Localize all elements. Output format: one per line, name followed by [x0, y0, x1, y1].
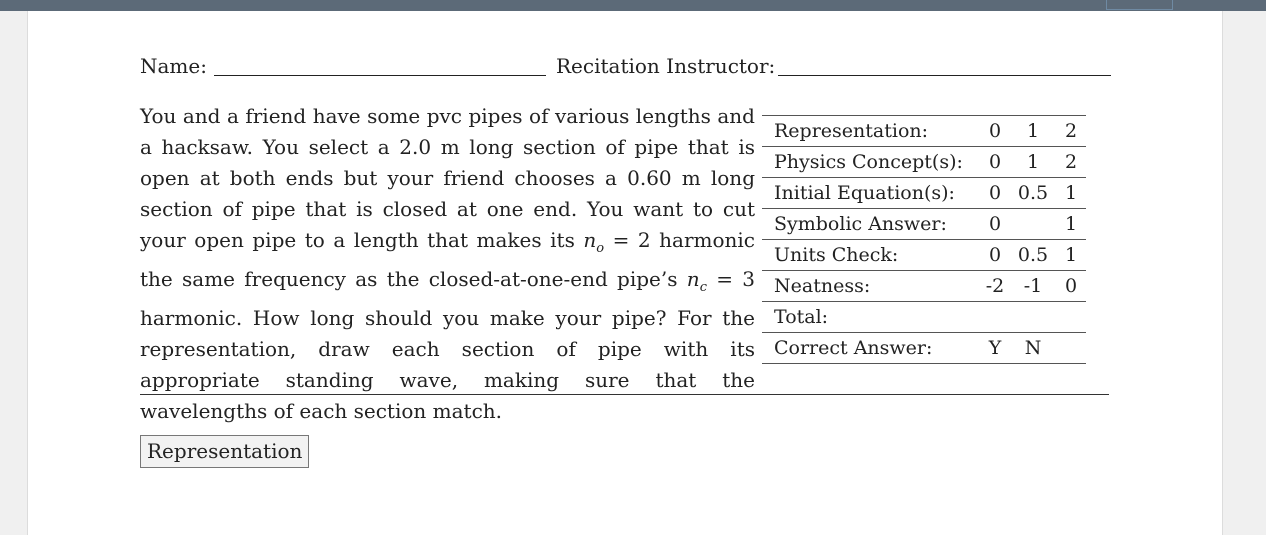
- math-n-c: $n_c$: [686, 267, 707, 295]
- rubric-label: Units Check:: [762, 240, 980, 271]
- rubric-label: Neatness:: [762, 271, 980, 302]
- instructor-label: Recitation Instructor:: [556, 54, 776, 78]
- rubric-score: [1056, 302, 1086, 333]
- rubric-score: 1: [1056, 209, 1086, 240]
- rubric-score: 0: [980, 209, 1010, 240]
- instructor-blank[interactable]: [778, 75, 1111, 76]
- rubric-score: [1010, 209, 1056, 240]
- rubric-label: Representation:: [762, 116, 980, 147]
- rubric-score: 1: [1010, 116, 1056, 147]
- rubric-row: [762, 302, 1086, 333]
- rubric-score: 2: [1056, 116, 1086, 147]
- rubric-label: Symbolic Answer:: [762, 209, 980, 240]
- rubric-row: [762, 240, 1086, 271]
- rubric-score: 1: [1056, 240, 1086, 271]
- rubric-score: 0: [1056, 271, 1086, 302]
- rubric-score: -1: [1010, 271, 1056, 302]
- rubric-score: -2: [980, 271, 1010, 302]
- name-blank[interactable]: [214, 75, 546, 76]
- problem-text-2: = 2 harmonic the same frequency as the closed-at-one-end pipe’s: [140, 228, 756, 291]
- rubric-score: 0.5: [1010, 240, 1056, 271]
- rubric-label: Correct Answer:: [762, 333, 980, 364]
- problem-text-3: = 3 harmonic. How long should you make your pipe? For the representation, draw each section of pipe with its appropriate standing wave, making sure that the wavelengths of each section match.: [140, 267, 755, 423]
- math-n-o: $n_o$: [583, 228, 605, 256]
- rubric-row: [762, 147, 1086, 178]
- rubric-row: [762, 271, 1086, 302]
- name-label: Name:: [140, 54, 207, 78]
- name-row: [140, 53, 1111, 79]
- rubric-score: Y: [980, 333, 1010, 364]
- representation-button[interactable]: Representation: [140, 435, 309, 468]
- rubric-row: [762, 178, 1086, 209]
- rubric-score: 0: [980, 240, 1010, 271]
- rubric-label: Physics Concept(s):: [762, 147, 980, 178]
- problem-statement: [140, 101, 755, 427]
- rubric-row: [762, 333, 1086, 364]
- rubric-score: 1: [1010, 147, 1056, 178]
- section-divider: [140, 394, 1109, 395]
- rubric-score: [1010, 302, 1056, 333]
- rubric-row: [762, 116, 1086, 147]
- toolbar-tab[interactable]: [1106, 0, 1173, 10]
- rubric-score: N: [1010, 333, 1056, 364]
- rubric-score: 0: [980, 178, 1010, 209]
- rubric-label: Initial Equation(s):: [762, 178, 980, 209]
- problem-text-1: You and a friend have some pvc pipes of various lengths and a hacksaw. You select a 2.0 m long section of pipe that is open at both ends but your friend chooses a 0.60 m long section of pipe that is closed at one end. You want to cut your open pipe to a length that makes its: [140, 104, 755, 252]
- rubric-score: 0: [980, 116, 1010, 147]
- rubric-score: 2: [1056, 147, 1086, 178]
- rubric-score: [980, 302, 1010, 333]
- rubric-label: Total:: [762, 302, 980, 333]
- rubric-score: 0: [980, 147, 1010, 178]
- rubric-score: [1056, 333, 1086, 364]
- rubric-score: 1: [1056, 178, 1086, 209]
- top-toolbar: [0, 0, 1266, 11]
- rubric-row: [762, 209, 1086, 240]
- grading-rubric: [762, 115, 1086, 364]
- rubric-score: 0.5: [1010, 178, 1056, 209]
